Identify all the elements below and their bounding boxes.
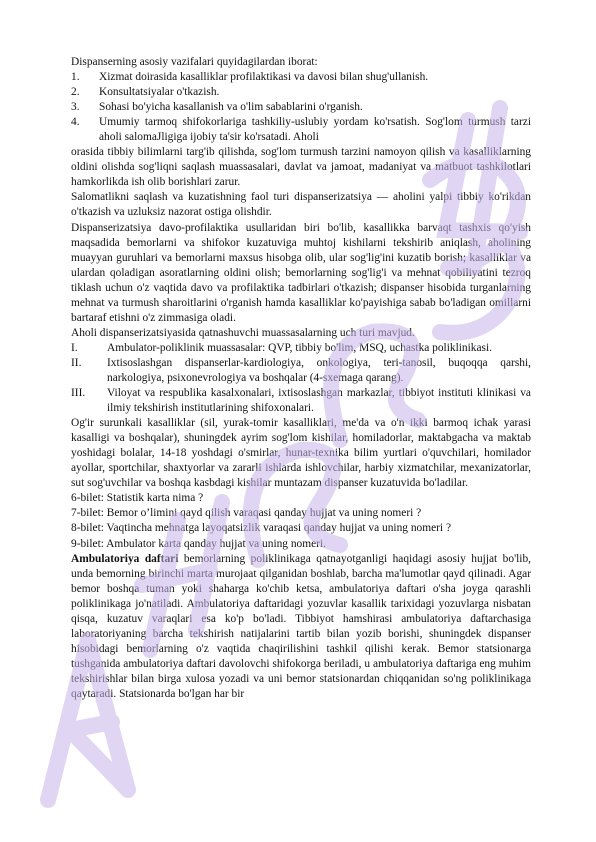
paragraph-6 <box>71 552 531 702</box>
paragraph-6-body: bemorlarning poliklinikaga qatnayotganligi haqidagi asosiy hujjat bo'lib, unda bemorning birinchi marta murojaat qilganidan boshlab, barcha ma'lumotlar qayd qilinadi. Agar bemor boshqa tuman yoki shaharga ko'chib ketsa, ambulatoriya daftari o'sha joyga qarashli poliklinikaga jo'natiladi. Ambulatoriya daftaridagi yozuvlar kasallik tarixidagi yozuvlarga nisbatan qisqa, kuzatuv varaqlari esa ko'p bo'ladi. Tibbiyot hamshirasi ambulatoriya daftarchasiga laboratoriyaning barcha tekshirish natijalarini tartib bilan yozib borishi, shuningdek dispanser hisobidagi bemorlarning o'z vaqtida chaqirilishini tashkil qilishi kerak. Bemor statsionarga tushganida ambulatoriya daftari davolovchi shifokorga beriladi, u ambulatoriya daftariga eng muhim tekshirishlar bilan birga xulosa yozadi va uni bemor statsionardan chiqqanidan so'ng poliklinikaga qaytaradi. Statsionarda bo'lgan har bir <box>71 552 531 700</box>
task-number: 3. <box>71 101 80 114</box>
task-item-1 <box>71 70 531 85</box>
type-text: Viloyat va respublika kasalxonalari, ixtisoslashgan markazlar, tibbiyot instituti klinikasi va ilmiy tekshirish institutlarining shifoxonalari. <box>107 387 531 415</box>
institution-type-3 <box>71 386 531 416</box>
task-number: 1. <box>71 71 80 84</box>
paragraph-1: orasida tibbiy bilimlarni targ'ib qilishda, sog'lom turmush tarzini namoyon qilish va kasalliklarning oldini olishda sog'liqni saqlash muassasalari, davlat va jamoat, madaniyat va matbuot tashkilotlari hamkorlikda ish olib borishlari zarur. <box>71 146 531 189</box>
ticket-8: 8-bilet: Vaqtincha mehnatga layoqatsizlik varaqasi qanday hujjat va uning nomeri ? <box>71 522 451 535</box>
ticket-7: 7-bilet: Bemor o’limini qayd qilish varaqasi qanday hujjat va uning nomeri ? <box>71 507 422 520</box>
task-item-2 <box>71 85 531 100</box>
paragraph-2: Salomatlikni saqlash va kuzatishning faol turi dispanserizatsiya — aholini yalpi tibbiy ko'rikdan o'tkazish va uzluksiz nazorat ostiga olishdir. <box>71 191 531 219</box>
task-number: 4. <box>71 116 80 129</box>
task-text: Umumiy tarmoq shifokorlariga tashkiliy-uslubiy yordam ko'rsatish. Sog'lom turmush tarzi aholi salomaJligiga ijobiy ta'sir ko'rsatadi. Aholi <box>99 116 531 144</box>
ticket-6: 6-bilet: Statistik karta nima ? <box>71 492 204 505</box>
type-text: Ixtisoslashgan dispanserlar-kardiologiya, onkologiya, teri-tanosil, buqoqqa qarshi, narkologiya, psixonevrologiya va boshqalar (4-sxemaga qarang). <box>107 356 531 384</box>
type-number: III. <box>71 387 86 400</box>
intro-text: Dispanserning asosiy vazifalari quyidagilardan iborat: <box>71 56 318 68</box>
task-text: Konsultatsiyalar o'tkazish. <box>99 86 220 99</box>
paragraph-4: Aholi dispanserizatsiyasida qatnashuvchi muassasalarning uch turi mavjud. <box>71 326 415 339</box>
task-text: Sohasi bo'yicha kasallanish va o'lim sabablarini o'rganish. <box>99 101 363 114</box>
type-number: I. <box>71 341 78 354</box>
institution-type-1 <box>71 341 531 356</box>
term-ambulatoriya-daftari: Ambulatoriya daftari <box>71 552 179 565</box>
paragraph-3: Dispanserizatsiya davo-profilaktika usullaridan biri bo'lib, kasallikka barvaqt tashxis qo'yish maqsadida bemorlarni va shifokor kuzatuviga muhtoj kishilarni tekshirib aniqlash, aholining muayyan guruhlari va bemorlarni maxsus hisobga olib, ular sog'lig'ini kuzatib borish; kasalliklar va ulardan qoladigan asoratlarning oldini olish; bemorlarning sog'lig'i va mehnat qobiliyatini tezroq tiklash uchun o'z vaqtida davo va profilaktika tadbirlari o'tkazish; dispanser hisobida turganlarning mehnat va turmush sharoitlarini o'rganish hamda kasalliklar ko'payishiga sabab bo'ladigan omillarni bartaraf etishni o'z zimmasiga oladi. <box>71 221 531 324</box>
task-text: Xizmat doirasida kasalliklar profilaktikasi va davosi bilan shug'ullanish. <box>99 71 429 84</box>
document-page <box>71 55 531 702</box>
institution-type-2 <box>71 356 531 386</box>
paragraph-5: Og'ir surunkali kasalliklar (sil, yurak-tomir kasalliklari, me'da va o'n ikki barmoq ichak yarasi kasalligi va boshqalar), shuningdek ayrim sog'lom kishilar, homiladorlar, maktabgacha va maktab yoshidagi bolalar, 14-18 yoshdagi o'smirlar, hunar-texnika bilim yurtlari o'quvchilari, homilador ayollar, sportchilar, shaxtyorlar va zararli ishlarda ishlovchilar, harbiy xizmatchilar, mexanizatorlar, sut sog'uvchilar va boshqa kasbdagi kishilar muntazam dispanser kuzatuvida bo'ladilar. <box>71 417 531 490</box>
task-item-3 <box>71 100 531 115</box>
ticket-9: 9-bilet: Ambulator karta qanday hujjat va uning nomeri. <box>71 537 326 550</box>
task-item-4 <box>71 115 531 145</box>
task-number: 2. <box>71 86 80 99</box>
type-text: Ambulator-poliklinik muassasalar: QVP, tibbiy bo'lim, MSQ, uchastka poliklinikasi. <box>107 341 492 354</box>
type-number: II. <box>71 356 82 369</box>
